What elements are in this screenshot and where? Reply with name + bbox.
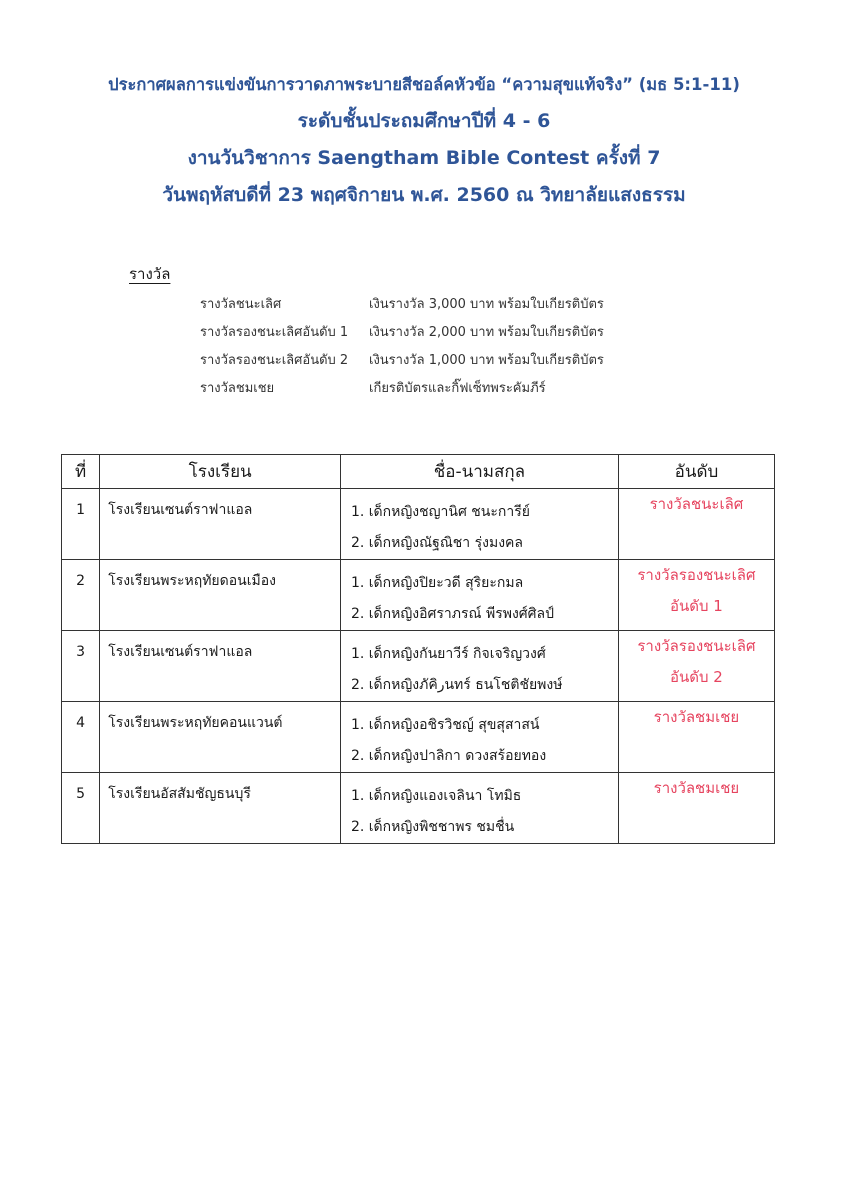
header-date-venue: วันพฤหัสบดีที่ 23 พฤศจิกายน พ.ศ. 2560 ณ วิทยาลัยแสงธรรม: [162, 184, 686, 206]
table-header-row: [62, 455, 775, 489]
cell-names: [340, 631, 618, 702]
prize-name: รางวัลชนะเลิศ: [200, 297, 282, 312]
cell-rank: [618, 702, 774, 773]
student-name: 1. เด็กหญิงอชิรวิชญ์ สุขสุสาสน์: [350, 717, 540, 733]
cell-school: [100, 773, 341, 844]
row-number: 2: [76, 573, 86, 589]
prize-list: [200, 294, 604, 406]
prize-description: เกียรติบัตรและกิ๊ฟเซ็ทพระคัมภีร์: [369, 381, 546, 396]
header-title: ประกาศผลการแข่งขันการวาดภาพระบายสีชอล์คหัวข้อ “ความสุขแท้จริง” (มธ 5:1-11): [108, 75, 740, 94]
header-names: ชื่อ-นามสกุล: [340, 455, 618, 489]
rank-label: อันดับ 2: [670, 668, 723, 686]
table-row: [62, 773, 775, 844]
cell-names: [340, 773, 618, 844]
prize-name: รางวัลรองชนะเลิศอันดับ 2: [200, 353, 349, 368]
school-name: โรงเรียนอัสสัมชัญธนบุรี: [108, 786, 251, 802]
prize-description: เงินรางวัล 2,000 บาท พร้อมใบเกียรติบัตร: [369, 325, 604, 340]
table-row: [62, 560, 775, 631]
student-name: 2. เด็กหญิงพิชชาพร ชมชื่น: [350, 819, 515, 835]
rank-label: รางวัลรองชนะเลิศ: [637, 637, 756, 655]
cell-names: [340, 560, 618, 631]
row-number: 1: [76, 502, 86, 518]
prize-name: รางวัลรองชนะเลิศอันดับ 1: [200, 325, 349, 340]
cell-no: [62, 773, 100, 844]
cell-rank: [618, 560, 774, 631]
prize-item: [200, 294, 604, 322]
prize-item: [200, 322, 604, 350]
header-no: ที่: [62, 455, 100, 489]
cell-school: [100, 702, 341, 773]
header-rank: อันดับ: [618, 455, 774, 489]
header-event: งานวันวิชาการ Saengtham Bible Contest ครั้งที่ 7: [187, 147, 661, 169]
student-name: 2. เด็กหญิงปาลิกา ดวงสร้อยทอง: [350, 748, 547, 764]
prize-item: [200, 350, 604, 378]
cell-no: [62, 560, 100, 631]
results-table: [61, 454, 775, 844]
school-name: โรงเรียนพระหฤทัยดอนเมือง: [108, 573, 276, 589]
prizes-heading: รางวัล: [129, 265, 171, 283]
school-name: โรงเรียนเซนต์ราฟาแอล: [108, 502, 253, 518]
rank-label: อันดับ 1: [670, 597, 723, 615]
cell-no: [62, 702, 100, 773]
student-name: 2. เด็กหญิงภัคرินทร์ ธนโชติชัยพงษ์: [350, 677, 563, 693]
rank-label: รางวัลชมเชย: [653, 779, 740, 797]
student-name: 1. เด็กหญิงปิยะวดี สุริยะกมล: [350, 575, 524, 591]
row-number: 4: [76, 715, 86, 731]
cell-names: [340, 702, 618, 773]
prize-description: เงินรางวัล 3,000 บาท พร้อมใบเกียรติบัตร: [369, 297, 604, 312]
cell-school: [100, 631, 341, 702]
school-name: โรงเรียนพระหฤทัยคอนแวนต์: [108, 715, 283, 731]
student-name: 2. เด็กหญิงอิศราภรณ์ พีรพงศ์ศิลป์: [350, 606, 555, 622]
cell-rank: [618, 631, 774, 702]
prize-description: เงินรางวัล 1,000 บาท พร้อมใบเกียรติบัตร: [369, 353, 604, 368]
row-number: 5: [76, 786, 86, 802]
school-name: โรงเรียนเซนต์ราฟาแอล: [108, 644, 253, 660]
student-name: 2. เด็กหญิงณัฐณิชา รุ่งมงคล: [350, 535, 523, 551]
cell-no: [62, 489, 100, 560]
announcement-header: [0, 66, 848, 214]
cell-school: [100, 489, 341, 560]
student-name: 1. เด็กหญิงแองเจลินา โทมิธ: [350, 788, 522, 804]
table-row: [62, 702, 775, 773]
prize-item: [200, 378, 604, 406]
header-level: ระดับชั้นประถมศึกษาปีที่ 4 - 6: [297, 110, 551, 132]
rank-label: รางวัลชนะเลิศ: [649, 495, 744, 513]
rank-label: รางวัลรองชนะเลิศ: [637, 566, 756, 584]
row-number: 3: [76, 644, 86, 660]
cell-rank: [618, 489, 774, 560]
cell-no: [62, 631, 100, 702]
cell-rank: [618, 773, 774, 844]
student-name: 1. เด็กหญิงชญานิศ ชนะการีย์: [350, 504, 530, 520]
table-row: [62, 631, 775, 702]
student-name: 1. เด็กหญิงกันยาวีร์ กิจเจริญวงศ์: [350, 646, 546, 662]
header-school: โรงเรียน: [100, 455, 341, 489]
table-row: [62, 489, 775, 560]
rank-label: รางวัลชมเชย: [653, 708, 740, 726]
cell-school: [100, 560, 341, 631]
cell-names: [340, 489, 618, 560]
prize-name: รางวัลชมเชย: [200, 381, 275, 396]
